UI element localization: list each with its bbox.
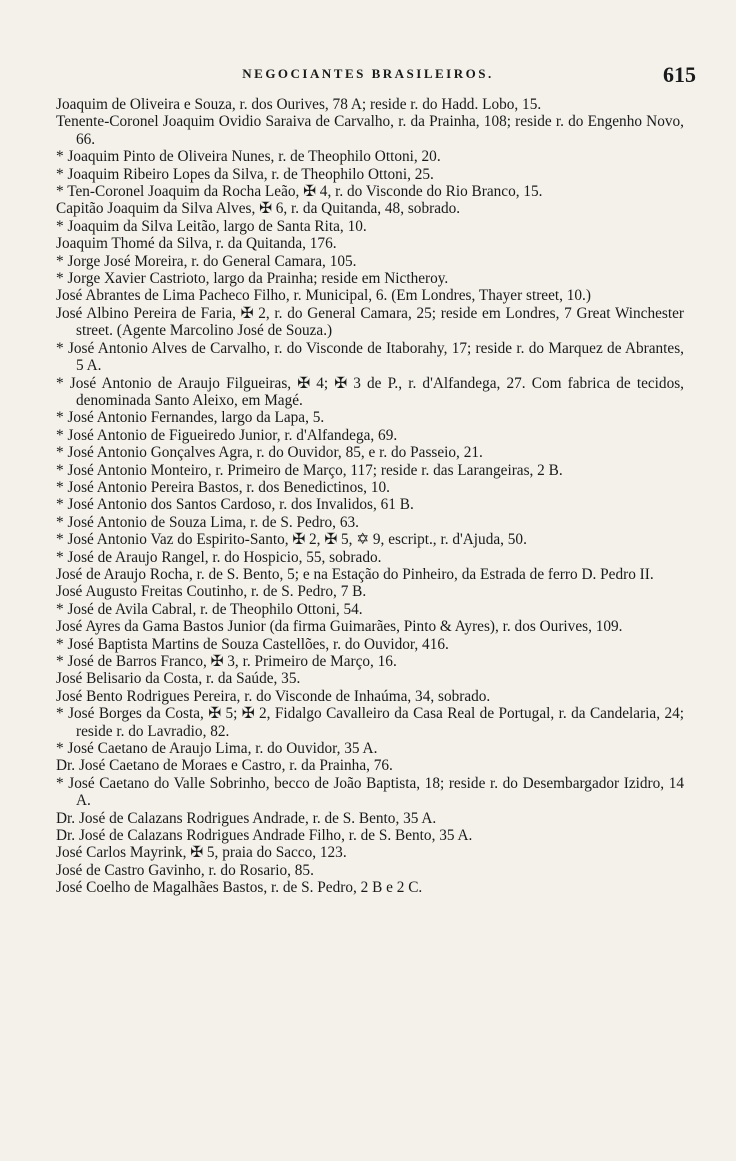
directory-entry: * José Borges da Costa, ✠ 5; ✠ 2, Fidalgo Cavalleiro da Casa Real de Portugal, r. da Candelaria, 24; reside r. do Lavradio, 82. [56,705,684,740]
directory-entry: * José Antonio Pereira Bastos, r. dos Benedictinos, 10. [56,478,390,496]
directory-entry: * José Antonio Fernandes, largo da Lapa, 5. [56,409,325,427]
directory-entry: * José Antonio Vaz do Espirito-Santo, ✠ 2, ✠ 5, ✡ 9, escript., r. d'Ajuda, 50. [56,531,527,549]
directory-entry: José de Castro Gavinho, r. do Rosario, 85. [56,861,314,879]
directory-entry: Dr. José Caetano de Moraes e Castro, r. da Prainha, 76. [56,757,393,775]
directory-entry: * Jorge José Moreira, r. do General Camara, 105. [56,252,357,270]
directory-entry: Tenente-Coronel Joaquim Ovidio Saraiva de Carvalho, r. da Prainha, 108; reside r. do Engenho Novo, 66. [56,113,684,148]
directory-entry: * José Caetano de Araujo Lima, r. do Ouvidor, 35 A. [56,740,378,758]
directory-entry: José Augusto Freitas Coutinho, r. de S. Pedro, 7 B. [56,583,367,601]
directory-entry: * José de Barros Franco, ✠ 3, r. Primeiro de Março, 16. [56,653,397,670]
directory-entry: Capitão Joaquim da Silva Alves, ✠ 6, r. da Quitanda, 48, sobrado. [56,200,461,218]
directory-entry: José Carlos Mayrink, ✠ 5, praia do Sacco, 123. [56,844,347,862]
directory-entry: * José Antonio Monteiro, r. Primeiro de Março, 117; reside r. das Larangeiras, 2 B. [56,461,563,479]
directory-entry: José Coelho de Magalhães Bastos, r. de S. Pedro, 2 B e 2 C. [56,879,423,897]
directory-list [56,96,684,897]
directory-entry: José de Araujo Rocha, r. de S. Bento, 5; e na Estação do Pinheiro, da Estrada de ferro D. Pedro II. [56,565,654,583]
directory-entry: * Joaquim da Silva Leitão, largo de Santa Rita, 10. [56,217,367,235]
directory-entry: * José Antonio de Souza Lima, r. de S. Pedro, 63. [56,513,359,531]
directory-entry: José Ayres da Gama Bastos Junior (da firma Guimarães, Pinto & Ayres), r. dos Ourives, 109. [56,618,623,636]
directory-entry: Dr. José de Calazans Rodrigues Andrade Filho, r. de S. Bento, 35 A. [56,827,473,845]
page-header [0,62,736,90]
directory-entry: * José Antonio dos Santos Cardoso, r. dos Invalidos, 61 B. [56,496,414,514]
directory-entry: José Belisario da Costa, r. da Saúde, 35. [56,670,301,688]
directory-entry: * José Antonio de Araujo Filgueiras, ✠ 4; ✠ 3 de P., r. d'Alfandega, 27. Com fabrica de tecidos, denominada Santo Aleixo, em Magé. [56,374,684,409]
directory-entry: * Joaquim Pinto de Oliveira Nunes, r. de Theophilo Ottoni, 20. [56,148,441,166]
directory-entry: * José Antonio Alves de Carvalho, r. do Visconde de Itaborahy, 17; reside r. do Marquez de Abrantes, 5 A. [56,339,684,375]
directory-entry: * José Antonio Gonçalves Agra, r. do Ouvidor, 85, e r. do Passeio, 21. [56,444,483,462]
directory-entry: Dr. José de Calazans Rodrigues Andrade, r. de S. Bento, 35 A. [56,809,437,827]
directory-entry: * José de Avila Cabral, r. de Theophilo Ottoni, 54. [56,600,363,618]
running-title: NEGOCIANTES BRASILEIROS. [242,66,494,81]
directory-entry: José Bento Rodrigues Pereira, r. do Visconde de Inhaúma, 34, sobrado. [56,687,491,705]
directory-entry: José Abrantes de Lima Pacheco Filho, r. Municipal, 6. (Em Londres, Thayer street, 10.) [56,287,591,305]
directory-entry: Joaquim Thomé da Silva, r. da Quitanda, 176. [56,235,337,253]
directory-entry: * José Antonio de Figueiredo Junior, r. d'Alfandega, 69. [56,426,398,444]
directory-entry: * José Baptista Martins de Souza Castellões, r. do Ouvidor, 416. [56,635,449,653]
directory-entry: * Ten-Coronel Joaquim da Rocha Leão, ✠ 4, r. do Visconde do Rio Branco, 15. [56,183,543,201]
directory-entry: * José de Araujo Rangel, r. do Hospicio, 55, sobrado. [56,548,382,566]
page-number: 615 [663,62,696,87]
directory-entry: * José Caetano do Valle Sobrinho, becco de João Baptista, 18; reside r. do Desembargador Izidro, 14 A. [56,774,684,810]
directory-entry: José Albino Pereira de Faria, ✠ 2, r. do General Camara, 25; reside em Londres, 7 Great Winchester street. (Agente Marcolino José de Souza.) [56,304,684,340]
directory-entry: Joaquim de Oliveira e Souza, r. dos Ourives, 78 A; reside r. do Hadd. Lobo, 15. [56,96,542,113]
directory-entry: * Joaquim Ribeiro Lopes da Silva, r. de Theophilo Ottoni, 25. [56,165,434,183]
directory-entry: * Jorge Xavier Castrioto, largo da Prainha; reside em Nictheroy. [56,270,449,288]
